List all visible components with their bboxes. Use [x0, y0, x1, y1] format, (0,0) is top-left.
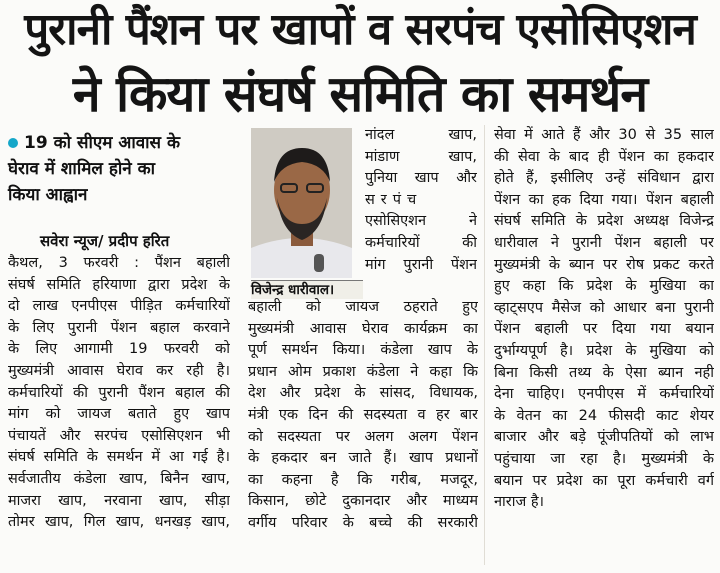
text-line: देश और प्रदेश के सांसद, विधायक, — [248, 385, 478, 402]
text-line: पुनिया खाप और — [365, 170, 477, 187]
text-line: के हकदार बन जाते हैं। खाप प्रधानों — [248, 450, 478, 467]
column-divider — [484, 125, 485, 565]
text-line: सेवा में आते हैं और 30 से 35 साल — [494, 127, 714, 143]
text-line: मुख्यमंत्री के ब्यान पर रोष प्रकट करते — [494, 256, 714, 273]
text-line: धारीवाल ने पुरानी पेंशन बहाली पर — [494, 234, 714, 251]
text-line: देना चाहिए। एनपीएस में कर्मचारियों — [494, 386, 714, 403]
text-line: पेंशन बहाली पर दिया गया बयान — [494, 321, 714, 338]
photo-caption: विजेन्द्र धारीवाल। — [251, 280, 363, 299]
text-line: बिना किसी तथ्य के ऐसा ब्यान नही — [494, 364, 714, 381]
text-line: संघर्ष समिति हरियाणा द्वारा प्रदेश के — [8, 276, 230, 293]
subheadline-line: 19 को सीएम आवास के — [24, 133, 181, 153]
portrait-photo — [251, 128, 352, 278]
text-line: नाराज है। — [494, 494, 545, 511]
headline-line-1: पुरानी पैंशन पर खापों व सरपंच एसोसिएशन — [24, 4, 696, 55]
text-line: बयान पर प्रदेश का पूरा कर्मचारी वर्ग — [494, 472, 714, 489]
text-line: बाजार और बड़े पूंजीपतियों को लाभ — [494, 429, 714, 446]
text-line: मांडाण खाप, — [365, 148, 477, 165]
text-line: के लिए पुरानी पेंशन बहाल करवाने — [8, 319, 230, 336]
text-line: पंचायतें और सरपंच एसोसिएशन भी — [8, 427, 230, 444]
text-line: के वेतन का 24 फीसदी काट शेयर — [494, 407, 714, 424]
article-column-2-top — [365, 125, 477, 276]
text-line: की सेवा के बाद ही पेंशन का हकदार — [494, 148, 714, 165]
text-line: संघर्ष समिति के प्रदेश अध्यक्ष विजेन्द्र — [494, 213, 714, 230]
text-line: सरपंच — [365, 191, 423, 208]
text-line: दो लाख एनपीएस पीड़ित कर्मचारियों — [8, 298, 230, 315]
text-line: को सदस्यता पर अलग अलग पेंशन — [248, 428, 478, 445]
text-line: माजरा खाप, नरवाना खाप, सीड़ा — [8, 492, 230, 509]
subheadline-line: किया आह्वान — [8, 185, 88, 205]
text-line: नांदल खाप, — [365, 127, 477, 143]
text-line: मंत्री एक दिन की सदस्यता व हर बार — [248, 406, 478, 423]
text-line: कैथल, 3 फरवरी : पैंशन बहाली — [8, 255, 230, 271]
article-column-1 — [8, 253, 230, 534]
text-line: मुख्यमंत्री आवास घेराव कार्यक्रम का — [248, 320, 478, 337]
text-line: संघर्ष समिति के समर्थन में आ गई है। — [8, 449, 230, 466]
text-line: का कहना है कि गरीब, मजदूर, — [248, 471, 478, 488]
text-line: दुर्भाग्यपूर्ण है। प्रदेश के मुखिया को — [494, 342, 714, 359]
text-line: बहाली को जायज ठहराते हुए — [248, 299, 478, 315]
text-line: किसान, छोटे दुकानदार और माध्यम — [248, 493, 478, 510]
text-line: होते हैं, इसीलिए उन्हें संविधान द्वारा — [494, 170, 714, 187]
subheadline — [8, 130, 230, 208]
byline: सवेरा न्यूज/ प्रदीप हरित — [40, 232, 170, 250]
text-line: प्रधान ओम प्रकाश कंडेला ने कहा कि — [248, 363, 478, 380]
text-line: कर्मचारियों की पुरानी पैंशन बहाल की — [8, 384, 230, 401]
text-line: एसोसिएशन ने — [365, 213, 477, 230]
text-line: पूर्ण समर्थन किया। कंडेला खाप के — [248, 342, 478, 359]
article-column-3 — [494, 125, 714, 514]
text-line: मांग पुरानी पेंशन — [365, 256, 477, 273]
text-line: पेंशन का हक दिया गया। पेंशन बहाली — [494, 191, 714, 208]
text-line: सर्वजातीय कंडेला खाप, बिनैन खाप, — [8, 470, 230, 487]
text-line: के लिए आगामी 19 फरवरी को — [8, 341, 230, 358]
subheadline-line: घेराव में शामिल होने का — [8, 159, 156, 179]
text-line: तोमर खाप, गिल खाप, धनखड़ खाप, — [8, 514, 230, 531]
text-line: हुए कहा कि प्रदेश के मुखिया का — [494, 278, 714, 295]
text-line: वर्गीय परिवार के बच्चे की सरकारी — [248, 514, 478, 531]
text-line: कर्मचारियों की — [365, 234, 477, 251]
text-line: मांग को जायज बताते हुए खाप — [8, 406, 230, 423]
headline-line-2: ने किया संघर्ष समिति का समर्थन — [72, 65, 648, 123]
article-column-2 — [248, 297, 478, 535]
text-line: पहुंचाया जा रहा है। मुख्यमंत्री के — [494, 450, 714, 467]
text-line: व्हाट्सएप मैसेज को आधार बना पुरानी — [494, 299, 714, 316]
bullet-icon — [8, 138, 18, 148]
text-line: मुख्यमंत्री आवास घेराव कर रही है। — [8, 362, 230, 379]
